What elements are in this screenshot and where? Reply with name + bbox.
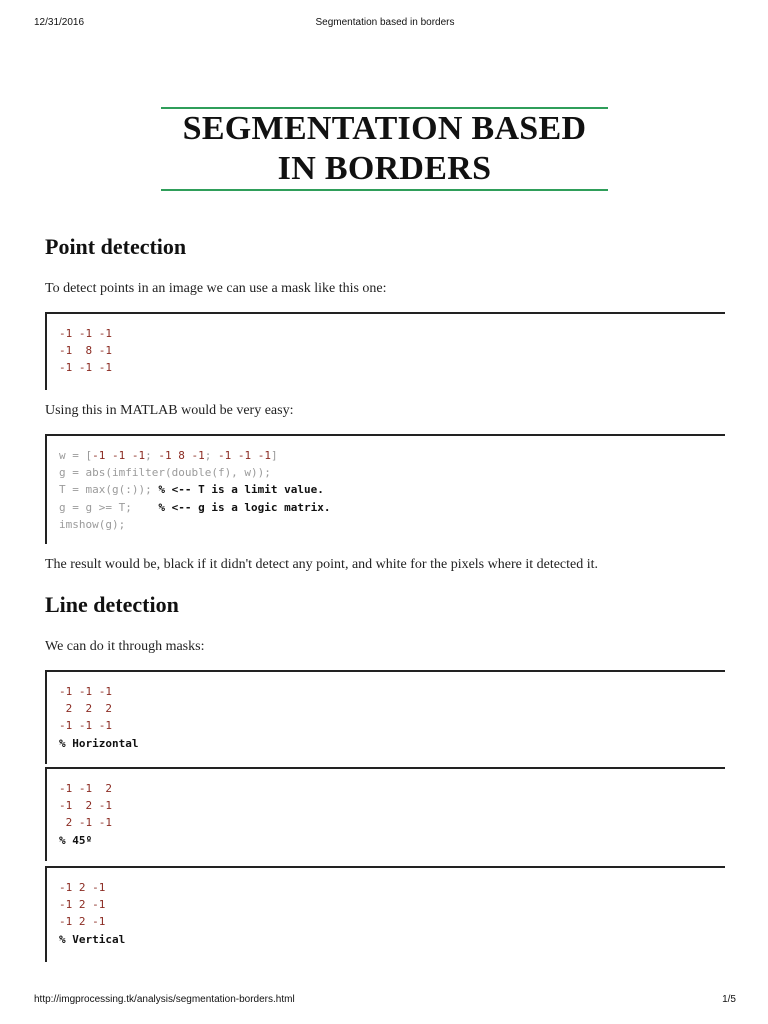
point-result-text: The result would be, black if it didn't detect any point, and white for the pixels where it detected it. — [45, 557, 599, 572]
code-token: -1 — [98, 361, 112, 375]
code-line — [59, 913, 725, 930]
code-token: -1 — [59, 782, 73, 795]
code-token — [92, 782, 105, 795]
code-token — [92, 327, 99, 340]
code-token: -1 — [59, 719, 73, 733]
code-token: -1 — [131, 449, 146, 462]
code-token: 2 — [85, 702, 93, 716]
code-token: % <-- T is a limit value. — [158, 483, 324, 497]
code-token: 2 — [78, 898, 86, 912]
code-token: 2 — [85, 799, 93, 813]
code-token: ; — [204, 449, 218, 462]
code-token: 8 — [85, 344, 93, 358]
point-detection-intro: To detect points in an image we can use a mask like this one: — [45, 281, 387, 296]
code-token: -1 — [92, 449, 106, 462]
code-token — [72, 361, 79, 374]
code-token: 2 — [105, 782, 112, 795]
code-token: ] — [271, 449, 278, 462]
line-detection-heading: Line detection — [45, 592, 179, 617]
code-token: -1 — [98, 719, 112, 733]
code-line — [59, 814, 725, 831]
code-token — [72, 915, 79, 928]
code-token — [92, 685, 99, 698]
code-token: -1 — [92, 915, 106, 929]
matlab-intro: Using this in MATLAB would be very easy: — [45, 403, 294, 418]
code-line — [59, 879, 725, 896]
code-token: 2 — [78, 881, 86, 894]
code-token — [92, 719, 99, 732]
document-title-box — [161, 107, 608, 191]
code-token: -1 — [98, 816, 112, 830]
code-token: 2 — [78, 915, 86, 929]
code-token: -1 — [59, 898, 73, 912]
print-date: 12/31/2016 — [34, 17, 85, 28]
code-token — [92, 816, 99, 829]
code-token: g = abs(imfilter(double(f), w)); — [59, 466, 271, 480]
code-token — [59, 702, 66, 715]
point-mask-code-block — [45, 312, 725, 390]
code-line — [59, 832, 725, 849]
code-token — [92, 361, 99, 374]
code-token — [125, 449, 132, 462]
code-token — [59, 816, 66, 829]
document-title-line-1: SEGMENTATION BASED — [182, 110, 587, 147]
code-line — [59, 359, 725, 376]
code-token: -1 — [112, 449, 126, 462]
code-line — [59, 931, 725, 948]
code-token: -1 — [59, 799, 73, 813]
code-token — [105, 449, 112, 462]
code-token — [92, 344, 99, 357]
code-line — [59, 342, 725, 359]
line-detection-intro: We can do it through masks: — [45, 639, 205, 654]
code-token: -1 — [59, 344, 73, 358]
code-token: w = [ — [59, 449, 93, 462]
vertical-mask-code-block — [45, 866, 725, 962]
code-token — [251, 449, 258, 462]
code-token: T = max(g(:)); — [59, 483, 159, 497]
code-token: -1 — [59, 327, 73, 340]
print-url: http://imgprocessing.tk/analysis/segmentation-borders.html — [34, 994, 295, 1005]
code-token: -1 — [59, 361, 73, 375]
code-token: -1 — [98, 344, 112, 358]
matlab-code-block — [45, 434, 725, 544]
code-line — [59, 464, 725, 481]
code-token: -1 — [257, 449, 271, 462]
point-detection-heading: Point detection — [45, 234, 187, 259]
code-token: % <-- g is a logic matrix. — [158, 500, 331, 514]
code-token: -1 — [237, 449, 252, 462]
print-page-number: 1/5 — [722, 994, 736, 1005]
code-token — [72, 898, 79, 911]
code-line — [59, 780, 725, 797]
code-token — [72, 702, 85, 715]
diagonal-45-mask-code-block — [45, 767, 725, 861]
code-line — [59, 447, 725, 464]
code-line — [59, 325, 725, 342]
code-token: -1 — [92, 898, 106, 912]
print-header — [34, 17, 736, 31]
code-token: -1 — [158, 449, 172, 462]
code-line — [59, 797, 725, 814]
code-token: 2 — [65, 816, 73, 830]
code-token — [72, 799, 85, 812]
code-token: -1 — [98, 327, 112, 340]
code-token: -1 — [78, 719, 93, 733]
code-token: -1 — [78, 816, 93, 830]
code-token — [92, 799, 99, 812]
code-token: 2 — [65, 702, 73, 716]
code-token: -1 — [218, 449, 232, 462]
code-line — [59, 481, 725, 498]
code-token: -1 — [78, 327, 93, 340]
code-token — [72, 816, 79, 829]
horizontal-mask-code-block — [45, 670, 725, 764]
code-token: % 45º — [59, 833, 93, 847]
code-token: -1 — [78, 782, 93, 795]
code-line — [59, 896, 725, 913]
code-line — [59, 735, 725, 752]
code-token: -1 — [191, 449, 205, 462]
code-token: -1 — [92, 881, 106, 894]
code-token — [72, 719, 79, 732]
code-token — [72, 881, 79, 894]
print-page-title: Segmentation based in borders — [315, 17, 455, 28]
code-token: ; — [145, 449, 159, 462]
document-title-line-2: IN BORDERS — [277, 150, 492, 187]
code-token: -1 — [78, 361, 93, 375]
code-token: 8 — [178, 449, 185, 462]
code-token: -1 — [78, 685, 93, 698]
code-token: -1 — [59, 881, 73, 894]
code-line — [59, 516, 725, 533]
document-title — [183, 109, 587, 189]
code-token: 2 — [105, 702, 112, 716]
code-token: -1 — [98, 685, 112, 698]
code-token — [92, 702, 105, 715]
code-token — [72, 344, 85, 357]
code-token: g = g >= T; — [59, 500, 159, 514]
code-token: -1 — [98, 799, 112, 813]
code-token — [72, 327, 79, 340]
code-token — [231, 449, 238, 462]
code-token: -1 — [59, 915, 73, 929]
code-line — [59, 499, 725, 516]
code-token: % Horizontal — [59, 736, 139, 750]
code-line — [59, 700, 725, 717]
code-token — [72, 782, 79, 795]
code-line — [59, 717, 725, 734]
code-token: imshow(g); — [59, 517, 126, 531]
code-token: -1 — [59, 685, 73, 698]
print-footer — [34, 994, 736, 1008]
code-token — [72, 685, 79, 698]
code-token: % Vertical — [59, 932, 126, 946]
code-token — [185, 449, 192, 462]
code-line — [59, 683, 725, 700]
